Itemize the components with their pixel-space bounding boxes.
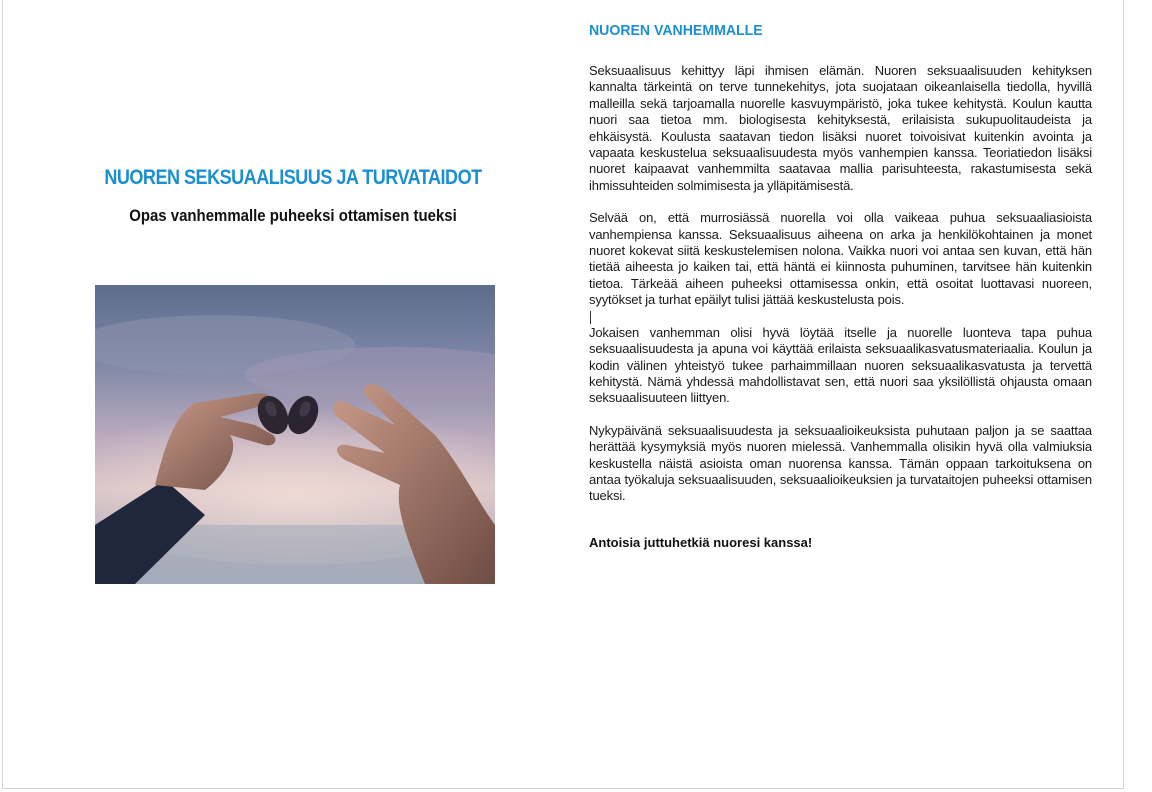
cover-title: NUOREN SEKSUAALISUUS JA TURVATAIDOT (104, 166, 482, 189)
cover-subtitle: Opas vanhemmalle puheeksi ottamisen tueksi (129, 206, 457, 225)
paragraph-2[interactable]: Selvää on, että murrosiässä nuorella voi olla vaikeaa puhua seksuaaliasioista vanhempiensa kanssa. Seksuaalisuus aiheena on arka ja henkilökohtainen ja monet nuoret kokevat siitä keskustelemisen nolona. Vaikka nuori voi antaa sen kuvan, että hän tietää aiheesta jo kaiken tai, että häntä ei kiinnosta puhuminen, tarvitsee hän kuitenkin tietoa. Tärkeää aiheen puheeksi ottamisessa onkin, että osoitat luottavasi nuoreen, syytökset ja turhat epäilyt tulisi jättää keskustelusta pois. (589, 210, 1092, 308)
text-cursor (590, 311, 591, 324)
document-page (2, 0, 1124, 789)
paragraph-1[interactable]: Seksuaalisuus kehittyy läpi ihmisen elämän. Nuoren seksuaalisuuden kehityksen kannalta tärkeintä on terve tunnekehitys, jota suojataan oikeanlaisella tiedolla, hyvillä malleilla sekä tarjoamalla nuorelle kasvuympäristö, joka tukee kehitystä. Koulun kautta nuori saa tietoa mm. biologisesta kehityksestä, erilaisista sukupuolitaudeista ja ehkäisystä. Koulusta saatavan tiedon lisäksi nuoret toivoisivat kuitenkin avointa ja vapaata keskustelua seksuaalisuudesta myös vanhempien kanssa. Teoriatiedon lisäksi nuoret kaipaavat vanhemmilta saatavaa mallia parisuhteesta, rakastumisesta sekä ihmissuhteiden solmimisesta ja ylläpitämisestä. (589, 63, 1092, 193)
closing-line: Antoisia juttuhetkiä nuoresi kanssa! (589, 535, 813, 550)
section-heading: NUOREN VANHEMMALLE (589, 22, 763, 39)
hands-heart-image (95, 285, 495, 584)
paragraph-3[interactable]: Jokaisen vanhemman olisi hyvä löytää itselle ja nuorelle luonteva tapa puhua seksuaalisuudesta ja apuna voi käyttää erilaista seksuaalikasvatusmateriaalia. Koulun ja kodin välinen yhteistyö tukee parhaimmillaan nuoren seksuaalikasvatusta ja tervettä kehitystä. Nämä yhdessä mahdollistavat sen, että nuori saa yksilöllistä ohjausta omaan seksuaalisuuteen liittyen. (589, 324, 1092, 406)
paragraph-4[interactable]: Nykypäivänä seksuaalisuudesta ja seksuaalioikeuksista puhutaan paljon ja se saattaa herättää kysymyksiä myös nuoren mielessä. Vanhemmalla olisikin hyvä olla valmiuksia keskustella näistä asioista oman nuorensa kanssa. Tämän oppaan tarkoituksena on antaa työkaluja seksuaalisuuden, seksuaalioikeuksien ja turvataitojen puheeksi ottamisen tueksi. (589, 422, 1092, 504)
cover-photo (95, 285, 495, 584)
article-body[interactable] (589, 63, 1092, 521)
